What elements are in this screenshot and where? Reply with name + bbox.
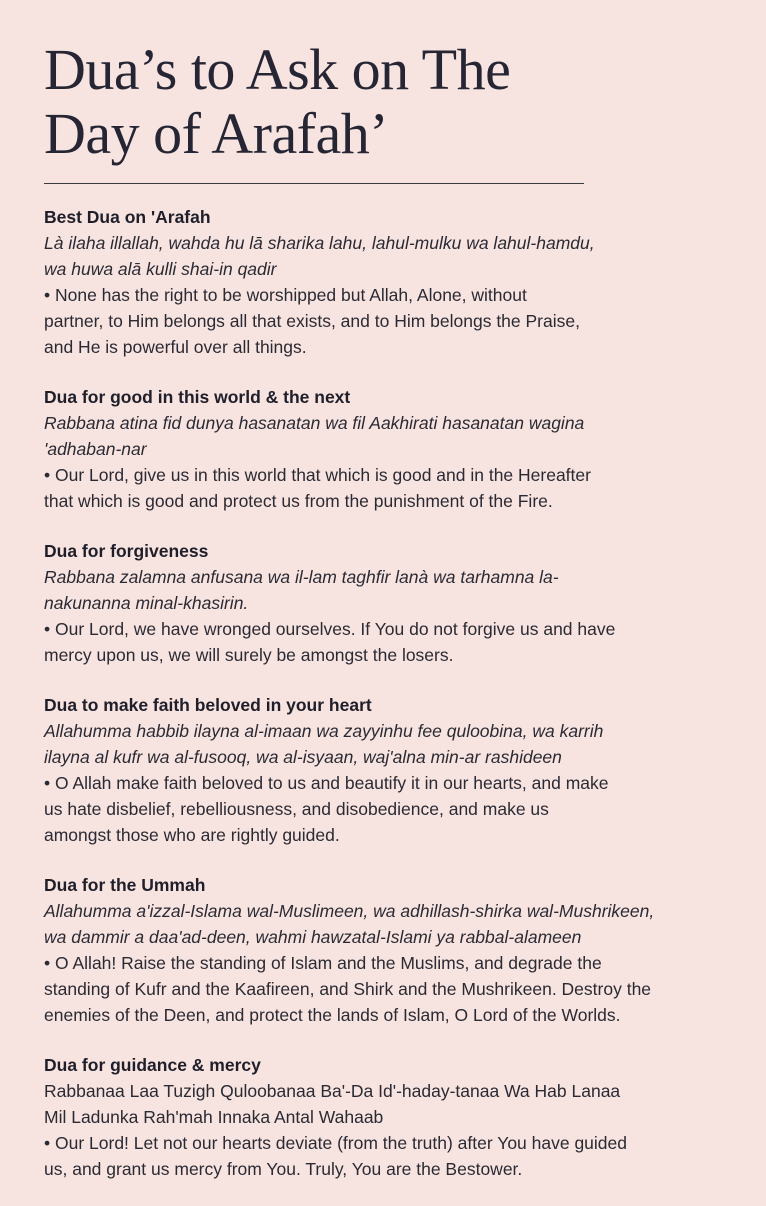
dua-meaning: • O Allah! Raise the standing of Islam and the Muslims, and degrade the standing of Kufr and the Kaafireen, and Shirk and the Mushrikeen. Destroy the enemies of the Deen, and protect the lands of Islam, O Lord of the Worlds.: [44, 953, 652, 1025]
dua-heading: Dua for guidance & mercy: [44, 1055, 261, 1075]
dua-meaning: • O Allah make faith beloved to us and beautify it in our hearts, and make us hate disbelief, rebelliousness, and disobedience, and make us amongst those who are rightly guided.: [44, 773, 609, 845]
dua-heading: Dua for forgiveness: [44, 541, 209, 561]
dua-heading: Dua for the Ummah: [44, 875, 206, 895]
dua-transliteration: Là ilaha illallah, wahda hu lā sharika lahu, lahul-mulku wa lahul-hamdu, wa huwa alā kulli shai-in qadir: [44, 233, 595, 279]
dua-meaning: • Our Lord, we have wronged ourselves. If You do not forgive us and have mercy upon us, we will surely be amongst the losers.: [44, 619, 616, 665]
dua-list: [44, 204, 734, 1206]
dua-transliteration: Allahumma a'izzal-Islama wal-Muslimeen, wa adhillash-shirka wal-Mushrikeen, wa dammir a daa'ad-deen, wahmi hawzatal-Islami ya rabbal-alameen: [44, 901, 655, 947]
dua-heading: Best Dua on 'Arafah: [44, 207, 211, 227]
dua-heading: Dua to make faith beloved in your heart: [44, 695, 372, 715]
dua-section-best-arafah: [44, 204, 734, 360]
dua-heading: Dua for good in this world & the next: [44, 387, 351, 407]
dua-section-forgiveness: [44, 538, 734, 668]
dua-meaning: • Our Lord! Let not our hearts deviate (from the truth) after You have guided us, and grant us mercy from You. Truly, You are the Bestower.: [44, 1133, 628, 1179]
dua-transliteration: Rabbana atina fid dunya hasanatan wa fil Aakhirati hasanatan wagina 'adhaban-nar: [44, 413, 585, 459]
dua-section-ummah: [44, 872, 734, 1028]
dua-section-good-world: [44, 384, 734, 514]
dua-transliteration: Rabbanaa Laa Tuzigh Quloobanaa Ba'-Da Id'-haday-tanaa Wa Hab Lanaa Mil Ladunka Rah'mah Innaka Antal Wahaab: [44, 1081, 621, 1127]
dua-section-guidance: [44, 1052, 734, 1182]
page-title: Dua’s to Ask on The Day of Arafah’: [44, 37, 511, 166]
title-divider: [44, 183, 584, 184]
dua-meaning: • Our Lord, give us in this world that which is good and in the Hereafter that which is good and protect us from the punishment of the Fire.: [44, 465, 591, 511]
dua-transliteration: Allahumma habbib ilayna al-imaan wa zayyinhu fee quloobina, wa karrih ilayna al kufr wa al-fusooq, wa al-isyaan, waj'alna min-ar rashideen: [44, 721, 604, 767]
dua-transliteration: Rabbana zalamna anfusana wa il-lam taghfir lanà wa tarhamna la- nakunanna minal-khasirin.: [44, 567, 559, 613]
dua-meaning: • None has the right to be worshipped but Allah, Alone, without partner, to Him belongs all that exists, and to Him belongs the Praise, and He is powerful over all things.: [44, 285, 580, 357]
dua-section-faith: [44, 692, 734, 848]
